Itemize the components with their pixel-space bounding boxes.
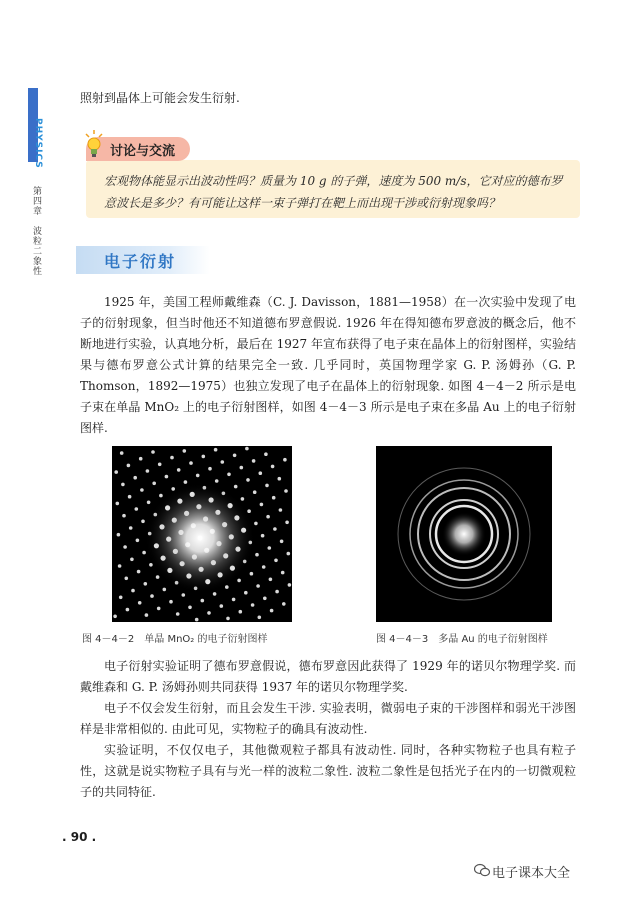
diffraction-spot [261, 534, 265, 538]
diffraction-spot [176, 612, 180, 616]
diffraction-spot [156, 575, 160, 579]
diffraction-spot [113, 615, 117, 619]
diffraction-spot [272, 496, 276, 500]
diffraction-spot [288, 583, 292, 587]
diffraction-spot [138, 601, 142, 605]
diffraction-spot [195, 618, 199, 622]
diffraction-spot [227, 473, 231, 477]
diffraction-spot [269, 578, 273, 582]
diffraction-spot [244, 591, 248, 595]
diffraction-spot [232, 598, 236, 602]
diffraction-spot [130, 558, 134, 562]
diffraction-spot [151, 450, 155, 454]
diffraction-spot [189, 461, 193, 465]
diffraction-spot [246, 478, 250, 482]
diffraction-spot [274, 559, 278, 563]
watermark-text: 电子课本大全 [492, 866, 571, 881]
diffraction-spot [266, 515, 270, 519]
diffraction-spot [252, 459, 256, 463]
paragraph-2: 电子衍射实验证明了德布罗意假说，德布罗意因此获得了 1929 年的诺贝尔物理学奖. 而戴维森和 G. P. 汤姆孙则共同获得 1937 年的诺贝尔物理学奖. [80, 659, 576, 694]
diffraction-spot [133, 476, 137, 480]
diffraction-spot [119, 596, 123, 600]
diffraction-spot [147, 501, 151, 505]
diffraction-spot [196, 474, 200, 478]
diffraction-spot [260, 503, 264, 507]
diffraction-spot [208, 467, 212, 471]
diffraction-spot [255, 553, 259, 557]
diffraction-spot [250, 572, 254, 576]
sidebar-physics-label: PHYSICS [33, 118, 43, 169]
diffraction-spot [221, 460, 225, 464]
page-number: . 90 . [62, 830, 97, 844]
diffraction-spot [234, 485, 238, 489]
top-line-text: 照射到晶体上可能会发生衍射. [80, 91, 240, 105]
diffraction-spot [131, 589, 135, 593]
diffraction-spot [275, 590, 279, 594]
paragraph-4: 实验证明，不仅仅电子，其他微观粒子都具有波动性. 同时，各种实物粒子也具有粒子性，这就是说实物粒子具有与光一样的波粒二象性. 波粒二象性是包括光子在内的一切微观粒子的共同特征. [80, 743, 576, 799]
diffraction-spot [213, 592, 217, 596]
diffraction-spot [284, 489, 288, 493]
discussion-text: 宏观物体能显示出波动性吗？质量为 10 g 的子弹，速度为 500 m/s，它对应的德布罗意波长是多少？有可能让这样一束子弹打在靶上而出现干涉或衍射现象吗？ [104, 174, 563, 210]
diffraction-spot [262, 565, 266, 569]
diffraction-spot [170, 456, 174, 460]
diffraction-spot [280, 540, 284, 544]
diffraction-spot [177, 468, 181, 472]
diffraction-spot [117, 533, 121, 537]
diffraction-spot [137, 570, 141, 574]
diffraction-spot [118, 564, 122, 568]
diffraction-spot [141, 520, 145, 524]
diffraction-spot [152, 482, 156, 486]
diffraction-spot [146, 469, 150, 473]
diffraction-spot [126, 608, 130, 612]
diffraction-spot [135, 507, 139, 511]
diffraction-spot [121, 483, 125, 487]
diffraction-spot [188, 606, 192, 610]
paragraph-1: 1925 年，美国工程师戴维森（C. J. Davisson，1881—1958）在一次实验中发现了电子的衍射现象，但当时他还不知道德布罗意假说. 1926 年在得知德布罗意波的概念后，他不断地进行实验，认真地分析，最后在 1927 年宣布获得了电子束在晶体上的衍射图样，实验结果与德布罗意公式计算的结果完全一致. 几乎同时，英国物理学家 G. P. 汤姆孙（G. P. Thomson，1892—1975）也独立发现了电子在晶体上的衍射现象. 如图 4－4－2 所示是电子束在单晶 MnO₂ 上的电子衍射图样，如图 4－4－3 所示是电子束在多晶 Au 上的电子衍射图样. [80, 295, 576, 435]
diffraction-spot [158, 463, 162, 467]
diffraction-spot [114, 470, 118, 474]
diffraction-spot [285, 521, 289, 525]
diffraction-spot [281, 571, 285, 575]
figure-1-caption: 图 4－4－2 单晶 MnO₂ 的电子衍射图样 [82, 634, 268, 645]
diffraction-spot [165, 475, 169, 479]
diffraction-spot [263, 597, 267, 601]
diffraction-spot [182, 593, 186, 597]
diffraction-spot [240, 466, 244, 470]
wechat-icon [474, 863, 490, 877]
diffraction-spot [123, 545, 127, 549]
diffraction-spot [279, 508, 283, 512]
section-title: 电子衍射 [104, 252, 177, 271]
diffraction-spot [220, 604, 224, 608]
diffraction-spot [251, 603, 255, 607]
diffraction-spot [140, 488, 144, 492]
diffraction-spot [136, 539, 140, 543]
figure-polycrystal-diffraction [376, 446, 552, 622]
diffraction-spot [145, 613, 149, 617]
diffraction-spot [139, 457, 143, 461]
diffraction-spot [287, 552, 291, 556]
diffraction-spot [258, 616, 262, 620]
diffraction-spot [163, 588, 167, 592]
diffraction-spot [271, 465, 275, 469]
diffraction-spot [237, 579, 241, 583]
diffraction-spot [226, 617, 230, 621]
diffraction-spot [270, 609, 274, 613]
diffraction-spot [264, 452, 268, 456]
diffraction-spot [215, 479, 219, 483]
lightbulb-icon [84, 130, 104, 160]
spot-pattern-image [112, 446, 292, 622]
diffraction-spot [169, 600, 173, 604]
diffraction-spot [278, 477, 282, 481]
diffraction-spot [142, 551, 146, 555]
diffraction-spot [125, 577, 129, 581]
diffraction-spot [184, 480, 188, 484]
diffraction-spot [214, 448, 218, 452]
figure-2-caption: 图 4－4－3 多晶 Au 的电子衍射图样 [376, 634, 548, 645]
diffraction-spot [254, 522, 258, 526]
discussion-title: 讨论与交流 [110, 144, 176, 159]
diffraction-spot [239, 610, 243, 614]
figure-single-crystal-diffraction [112, 446, 292, 622]
paragraph-3: 电子不仅会发生衍射，而且会发生干涉. 实验表明，微弱电子束的干涉图样和弱光干涉图样是非常相似的. 由此可见，实物粒子的确具有波动性. [80, 701, 576, 736]
diffraction-spot [265, 484, 269, 488]
diffraction-spot [273, 527, 277, 531]
diffraction-spot [183, 449, 187, 453]
diffraction-spot [282, 602, 286, 606]
diffraction-spot [144, 582, 148, 586]
diffraction-spot [159, 494, 163, 498]
diffraction-spot [256, 584, 260, 588]
diffraction-spot [253, 490, 257, 494]
diffraction-spot [245, 447, 249, 451]
diffraction-spot [122, 514, 126, 518]
diffraction-spot [283, 458, 287, 462]
diffraction-spot [157, 607, 161, 611]
diffraction-spot [127, 464, 131, 468]
diffraction-spot [201, 599, 205, 603]
diffraction-spot [150, 594, 154, 598]
diffraction-spot [129, 526, 133, 530]
diffraction-spot [120, 451, 124, 455]
sidebar-chapter-label: 第四章 波粒二象性 [31, 186, 41, 276]
diffraction-spot [202, 455, 206, 459]
diffraction-spot [268, 546, 272, 550]
diffraction-spot [116, 502, 120, 506]
diffraction-spot [259, 471, 263, 475]
diffraction-spot [241, 497, 245, 501]
ring-pattern-image [376, 446, 552, 622]
diffraction-spot [128, 495, 132, 499]
diffraction-spot [233, 454, 237, 458]
diffraction-spot [207, 611, 211, 615]
